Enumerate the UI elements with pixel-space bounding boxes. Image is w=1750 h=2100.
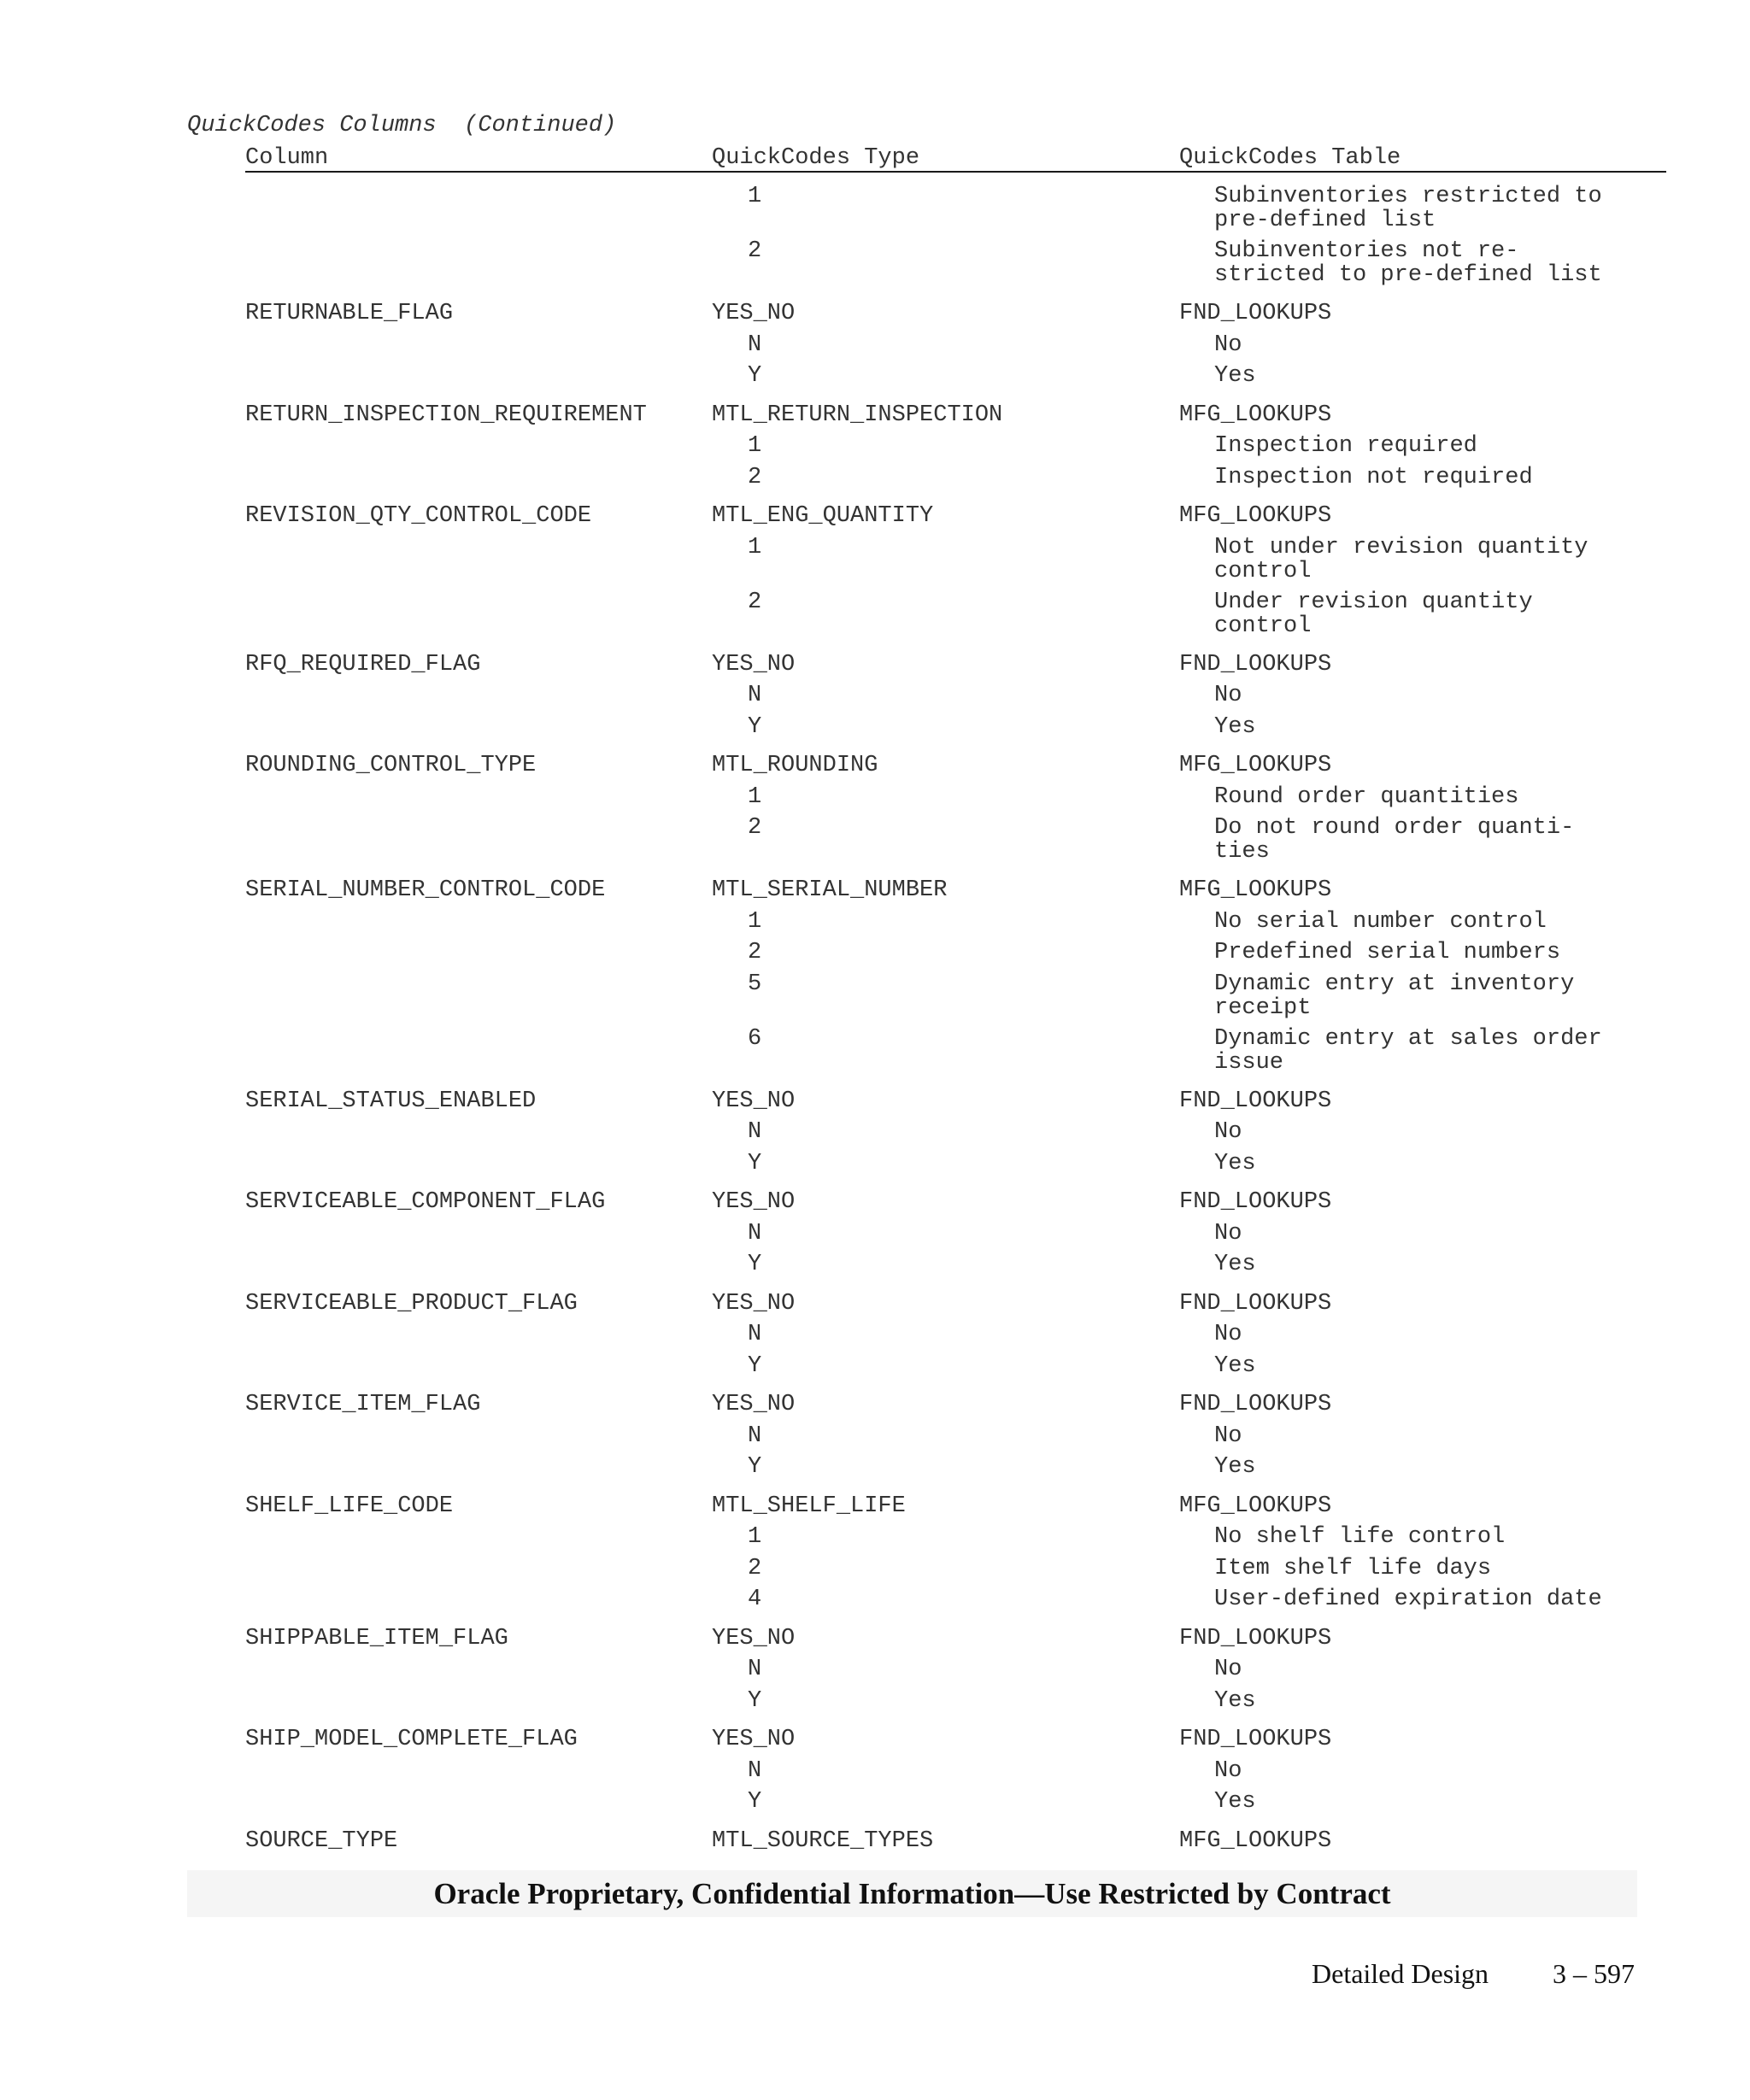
lookup-meaning: pre-defined list: [1214, 208, 1436, 233]
lookup-meaning: Yes: [1214, 1454, 1256, 1480]
quickcodes-type: MTL_ROUNDING: [712, 753, 878, 778]
lookup-meaning: User-defined expiration date: [1214, 1587, 1602, 1612]
lookup-code: N: [748, 1322, 762, 1347]
lookup-code: Y: [748, 713, 762, 740]
quickcodes-type: MTL_RETURN_INSPECTION: [712, 402, 1003, 428]
column-name: SHIPPABLE_ITEM_FLAG: [245, 1625, 508, 1651]
lookup-code: 2: [748, 940, 762, 965]
quickcodes-table: MFG_LOOKUPS: [1179, 503, 1332, 529]
lookup-code: 2: [748, 464, 762, 490]
quickcodes-table: FND_LOOKUPS: [1179, 651, 1332, 678]
lookup-code: Y: [748, 1150, 762, 1176]
lookup-meaning: Yes: [1214, 1789, 1256, 1815]
header-quickcodes-table: QuickCodes Table: [1179, 145, 1401, 171]
lookup-meaning: No: [1214, 1322, 1242, 1347]
column-name: SERVICEABLE_COMPONENT_FLAG: [245, 1189, 606, 1215]
confidentiality-banner: Oracle Proprietary, Confidential Information––Use Restricted by Contract: [187, 1870, 1637, 1917]
lookup-meaning: No: [1214, 1119, 1242, 1145]
quickcodes-table: FND_LOOKUPS: [1179, 1088, 1332, 1114]
lookup-code: N: [748, 1657, 762, 1682]
lookup-meaning: Subinventories restricted to: [1214, 184, 1602, 209]
lookup-code: 1: [748, 433, 762, 459]
lookup-meaning: Yes: [1214, 1687, 1256, 1714]
footer-page-number: 3 – 597: [1553, 1958, 1635, 1989]
lookup-meaning: No shelf life control: [1214, 1524, 1506, 1550]
lookup-code: 6: [748, 1025, 762, 1052]
column-name: SERVICEABLE_PRODUCT_FLAG: [245, 1290, 578, 1317]
quickcodes-type: YES_NO: [712, 1392, 796, 1417]
quickcodes-type: YES_NO: [712, 1088, 796, 1114]
lookup-code: Y: [748, 1789, 762, 1815]
lookup-code: N: [748, 1757, 762, 1784]
lookup-meaning: issue: [1214, 1049, 1284, 1076]
lookup-code: 1: [748, 184, 762, 209]
lookup-meaning: Dynamic entry at sales order: [1214, 1025, 1602, 1052]
lookup-code: 4: [748, 1587, 762, 1612]
column-name: SOURCE_TYPE: [245, 1827, 398, 1854]
quickcodes-type: MTL_SOURCE_TYPES: [712, 1827, 934, 1854]
lookup-meaning: control: [1214, 613, 1312, 639]
lookup-meaning: Inspection not required: [1214, 464, 1533, 490]
quickcodes-type: YES_NO: [712, 1727, 796, 1752]
lookup-meaning: Under revision quantity: [1214, 589, 1533, 615]
lookup-code: 1: [748, 534, 762, 560]
column-name: SHELF_LIFE_CODE: [245, 1493, 454, 1519]
column-name: SERIAL_STATUS_ENABLED: [245, 1088, 537, 1114]
quickcodes-table: FND_LOOKUPS: [1179, 1625, 1332, 1651]
quickcodes-table: FND_LOOKUPS: [1179, 301, 1332, 326]
quickcodes-type: YES_NO: [712, 1290, 796, 1317]
lookup-code: 5: [748, 971, 762, 997]
lookup-meaning: Round order quantities: [1214, 783, 1519, 810]
lookup-meaning: Inspection required: [1214, 433, 1477, 459]
header-column: Column: [245, 145, 329, 171]
quickcodes-table: FND_LOOKUPS: [1179, 1392, 1332, 1417]
lookup-code: Y: [748, 1454, 762, 1480]
lookup-code: N: [748, 683, 762, 708]
quickcodes-type: YES_NO: [712, 1189, 796, 1215]
lookup-code: N: [748, 1422, 762, 1449]
lookup-meaning: Item shelf life days: [1214, 1555, 1492, 1581]
lookup-meaning: Yes: [1214, 1252, 1256, 1277]
column-name: RETURNABLE_FLAG: [245, 301, 454, 326]
lookup-meaning: receipt: [1214, 994, 1312, 1021]
table-caption: QuickCodes Columns (Continued): [187, 113, 617, 138]
quickcodes-table: MFG_LOOKUPS: [1179, 877, 1332, 903]
column-name: ROUNDING_CONTROL_TYPE: [245, 753, 537, 778]
lookup-code: Y: [748, 1352, 762, 1379]
lookup-code: N: [748, 1220, 762, 1247]
column-name: SHIP_MODEL_COMPLETE_FLAG: [245, 1727, 578, 1752]
lookup-meaning: Not under revision quantity: [1214, 534, 1589, 560]
column-name: SERVICE_ITEM_FLAG: [245, 1392, 481, 1417]
lookup-meaning: Yes: [1214, 713, 1256, 740]
lookup-meaning: control: [1214, 558, 1312, 584]
lookup-meaning: Subinventories not re-: [1214, 238, 1519, 264]
lookup-meaning: No: [1214, 331, 1242, 358]
lookup-code: Y: [748, 1687, 762, 1714]
lookup-meaning: stricted to pre-defined list: [1214, 262, 1602, 288]
lookup-meaning: No: [1214, 1657, 1242, 1682]
quickcodes-type: MTL_ENG_QUANTITY: [712, 503, 934, 529]
lookup-meaning: Do not round order quanti-: [1214, 815, 1575, 841]
quickcodes-table: MFG_LOOKUPS: [1179, 1827, 1332, 1854]
lookup-meaning: Predefined serial numbers: [1214, 940, 1561, 965]
quickcodes-table: MFG_LOOKUPS: [1179, 753, 1332, 778]
column-name: RFQ_REQUIRED_FLAG: [245, 651, 481, 678]
lookup-meaning: No: [1214, 1422, 1242, 1449]
lookup-meaning: No: [1214, 1757, 1242, 1784]
quickcodes-table: MFG_LOOKUPS: [1179, 402, 1332, 428]
lookup-meaning: Yes: [1214, 1352, 1256, 1379]
quickcodes-type: YES_NO: [712, 1625, 796, 1651]
lookup-meaning: Yes: [1214, 363, 1256, 389]
lookup-meaning: No serial number control: [1214, 908, 1547, 935]
quickcodes-type: MTL_SHELF_LIFE: [712, 1493, 906, 1519]
quickcodes-type: MTL_SERIAL_NUMBER: [712, 877, 948, 903]
lookup-meaning: Dynamic entry at inventory: [1214, 971, 1575, 997]
quickcodes-table: MFG_LOOKUPS: [1179, 1493, 1332, 1519]
lookup-meaning: ties: [1214, 839, 1270, 865]
column-name: SERIAL_NUMBER_CONTROL_CODE: [245, 877, 606, 903]
lookup-code: Y: [748, 363, 762, 389]
lookup-meaning: Yes: [1214, 1150, 1256, 1176]
quickcodes-table: FND_LOOKUPS: [1179, 1290, 1332, 1317]
lookup-code: N: [748, 1119, 762, 1145]
quickcodes-table: FND_LOOKUPS: [1179, 1727, 1332, 1752]
lookup-code: 1: [748, 908, 762, 935]
lookup-code: 2: [748, 815, 762, 841]
lookup-code: 1: [748, 783, 762, 810]
lookup-meaning: No: [1214, 683, 1242, 708]
lookup-meaning: No: [1214, 1220, 1242, 1247]
quickcodes-type: YES_NO: [712, 301, 796, 326]
lookup-code: 2: [748, 238, 762, 264]
lookup-code: 2: [748, 1555, 762, 1581]
lookup-code: 2: [748, 589, 762, 615]
footer-section-title: Detailed Design: [1312, 1958, 1489, 1989]
header-quickcodes-type: QuickCodes Type: [712, 145, 920, 171]
column-name: REVISION_QTY_CONTROL_CODE: [245, 503, 592, 529]
lookup-code: Y: [748, 1252, 762, 1277]
column-name: RETURN_INSPECTION_REQUIREMENT: [245, 402, 647, 428]
quickcodes-table: FND_LOOKUPS: [1179, 1189, 1332, 1215]
lookup-code: 1: [748, 1524, 762, 1550]
quickcodes-type: YES_NO: [712, 651, 796, 678]
lookup-code: N: [748, 331, 762, 358]
